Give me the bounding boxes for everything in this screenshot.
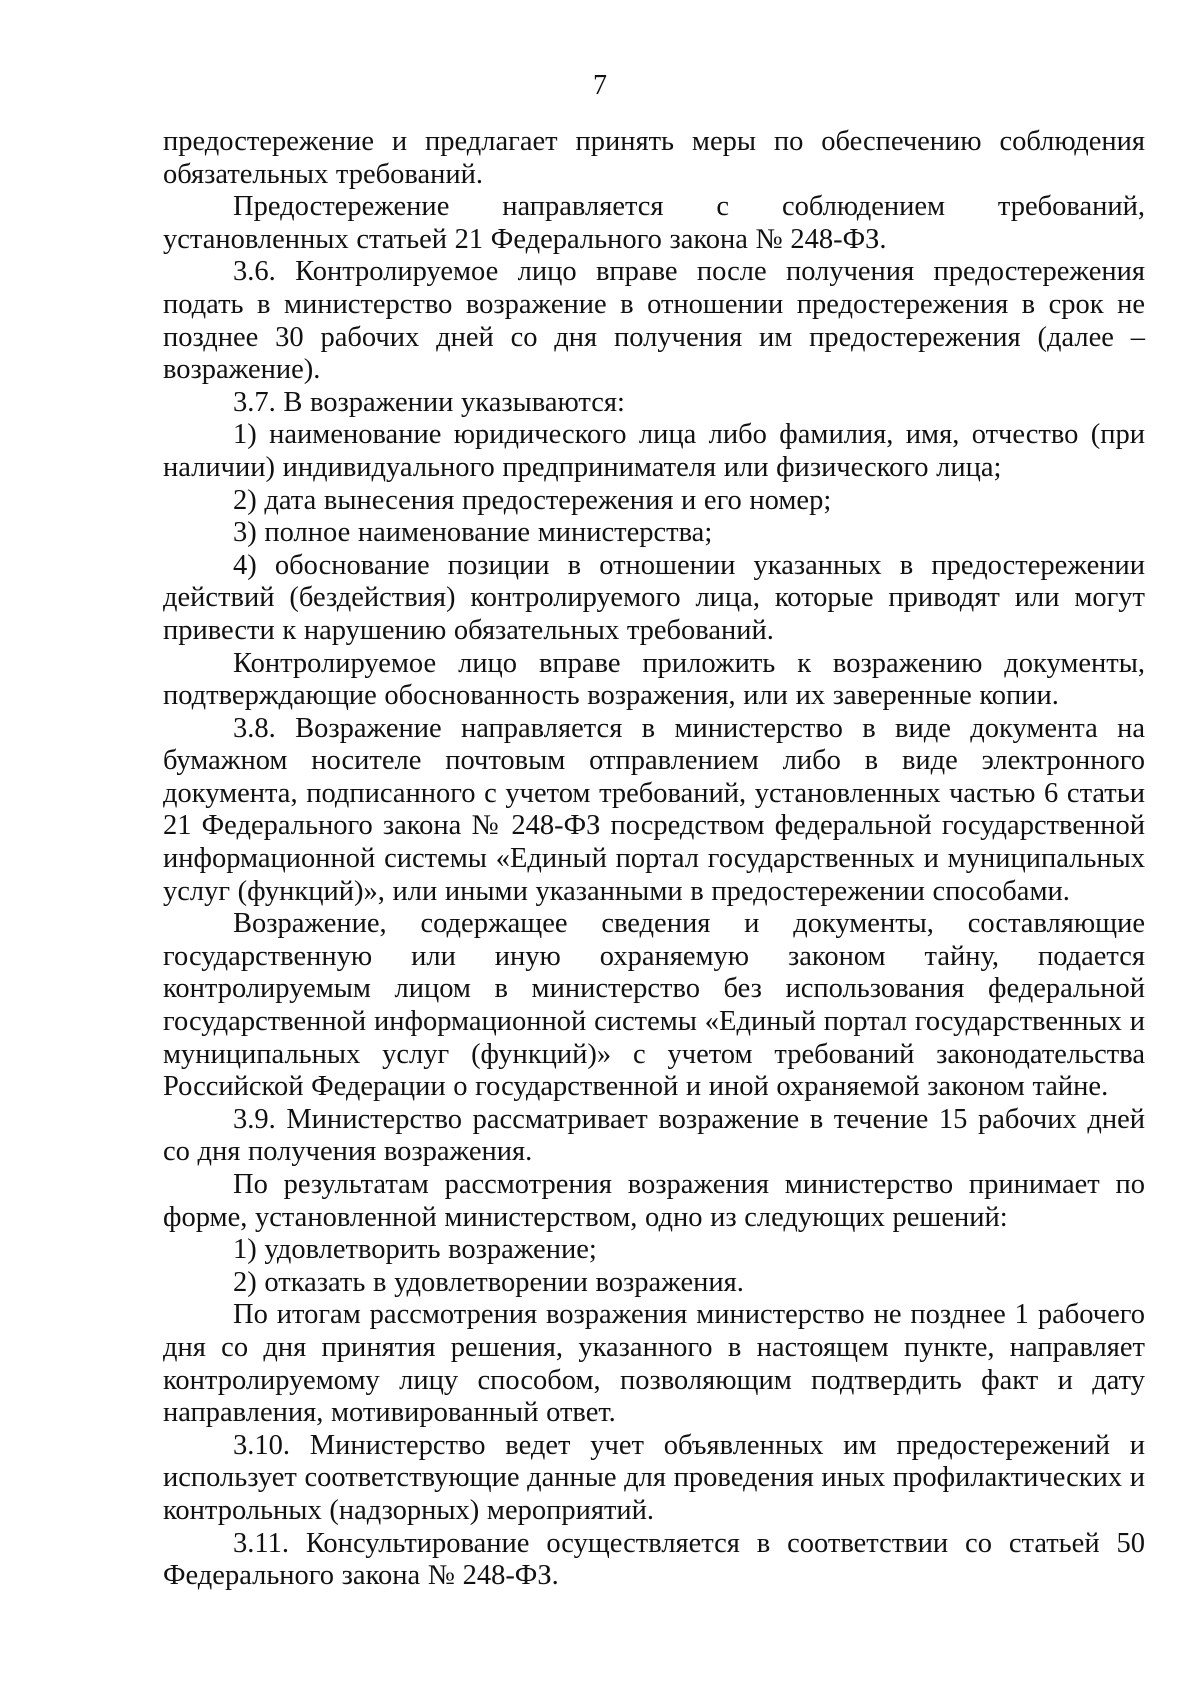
paragraph: 3.6. Контролируемое лицо вправе после получения предостережения подать в министерство возражение в отношении предостережения в срок не позднее 30 рабочих дней со дня получения им предостережения (далее – возражение). xyxy=(163,256,1145,386)
document-body xyxy=(163,126,1145,1593)
paragraph: Предостережение направляется с соблюдением требований, установленных статьей 21 Федерального закона № 248-ФЗ. xyxy=(163,191,1145,255)
paragraph: 3.8. Возражение направляется в министерство в виде документа на бумажном носителе почтовым отправлением либо в виде электронного документа, подписанного с учетом требований, установленных частью 6 статьи 21 Федерального закона № 248-ФЗ посредством федеральной государственной информационной системы «Единый портал государственных и муниципальных услуг (функций)», или иными указанными в предостережении способами. xyxy=(163,712,1145,907)
paragraph: 3.9. Министерство рассматривает возражение в течение 15 рабочих дней со дня получения возражения. xyxy=(163,1103,1145,1168)
list-item: 2) отказать в удовлетворении возражения. xyxy=(233,1266,744,1298)
list-item: 1) удовлетворить возражение; xyxy=(233,1234,597,1266)
list-item: 2) дата вынесения предостережения и его номер; xyxy=(233,484,832,516)
paragraph: 3.7. В возражении указываются: xyxy=(233,386,625,418)
page-number: 7 xyxy=(593,70,607,101)
paragraph: 3.11. Консультирование осуществляется в соответствии со статьей 50 Федерального закона № 248-ФЗ. xyxy=(163,1527,1145,1592)
paragraph: По итогам рассмотрения возражения министерство не позднее 1 рабочего дня со дня принятия решения, указанного в настоящем пункте, направляет контролируемому лицу способом, позволяющим подтвердить факт и дату направления, мотивированный ответ. xyxy=(163,1299,1145,1429)
paragraph: предостережение и предлагает принять меры по обеспечению соблюдения обязательных требований. xyxy=(163,126,1145,190)
paragraph: По результатам рассмотрения возражения министерство принимает по форме, установленной министерством, одно из следующих решений: xyxy=(163,1169,1145,1233)
paragraph: Контролируемое лицо вправе приложить к возражению документы, подтверждающие обоснованность возражения, или их заверенные копии. xyxy=(163,647,1145,712)
list-item: 4) обоснование позиции в отношении указанных в предостережении действий (бездействия) контролируемого лица, которые приводят или могут привести к нарушению обязательных требований. xyxy=(163,549,1145,646)
paragraph: Возражение, содержащее сведения и документы, составляющие государственную или иную охраняемую законом тайну, подается контролируемым лицом в министерство без использования федеральной государственной информационной системы «Единый портал государственных и муниципальных услуг (функций)» с учетом требований законодательства Российской Федерации о государственной и иной охраняемой законом тайне. xyxy=(163,908,1145,1103)
paragraph: 3.10. Министерство ведет учет объявленных им предостережений и использует соответствующие данные для проведения иных профилактических и контрольных (надзорных) мероприятий. xyxy=(163,1429,1145,1526)
list-item: 3) полное наименование министерства; xyxy=(233,517,713,549)
list-item: 1) наименование юридического лица либо фамилия, имя, отчество (при наличии) индивидуального предпринимателя или физического лица; xyxy=(163,419,1145,483)
